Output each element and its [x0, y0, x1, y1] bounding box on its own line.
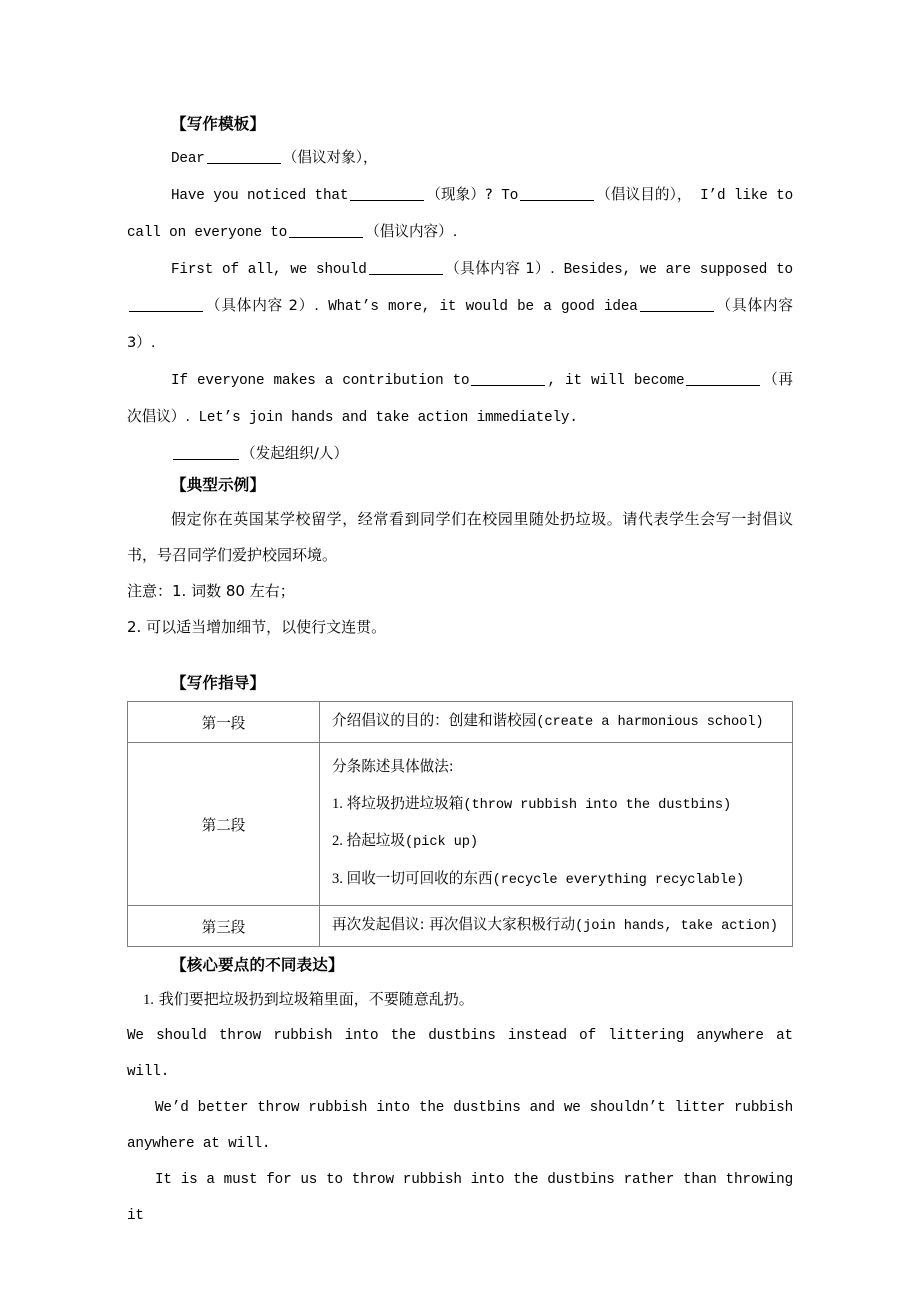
table-cell-paragraph-content: [320, 906, 793, 947]
p1-note-1: （现象）?: [426, 186, 493, 204]
table-row: [128, 906, 793, 947]
section-heading-key-expressions: 【核心要点的不同表达】: [171, 956, 344, 975]
table-cell-paragraph-label: 第三段: [128, 906, 320, 947]
guide-line-en: (pick up): [405, 835, 479, 851]
p1-note-3: （倡议内容）.: [365, 223, 458, 241]
guide-line-cn: 回收一切可回收的东西: [346, 869, 493, 887]
p2-segment-b: Besides, we are supposed to: [563, 262, 793, 279]
guide-line-en: (recycle everything recyclable): [492, 872, 745, 888]
guide-list-item: [332, 823, 792, 861]
section-heading-writing-template: 【写作模板】: [171, 115, 266, 133]
guide-line: [332, 906, 792, 946]
guide-line-cn: 拾起垃圾: [346, 832, 405, 850]
blank-line: [289, 237, 363, 238]
guide-list-item: [332, 786, 792, 824]
list-item-number: 2.: [332, 833, 343, 850]
expression-item-1: [127, 981, 793, 1018]
guide-line-en: (create a harmonious school): [536, 715, 764, 731]
expression-sentence-3: It is a must for us to throw rubbish into the dustbins rather than throwing it: [127, 1172, 793, 1225]
section-heading-typical-example: 【典型示例】: [171, 476, 266, 495]
table-row: [128, 743, 793, 906]
p2-note-2: （具体内容 2）.: [205, 297, 319, 315]
example-note-line-2: 2. 可以适当增加细节，以使行文连贯。: [127, 618, 387, 637]
salutation-note: （倡议对象），: [282, 149, 378, 167]
blank-line: [471, 385, 545, 386]
template-paragraph-2: [127, 251, 793, 362]
example-prompt: 假定你在英国某学校留学，经常看到同学们在校园里随处扔垃圾。请代表学生会写一封倡议书，号召同学们爱护校园环境。: [127, 510, 793, 565]
p2-note-3: （具体内容 3）.: [127, 297, 793, 352]
p2-segment-a: First of all, we should: [171, 262, 367, 279]
table-cell-paragraph-label: 第二段: [128, 743, 320, 906]
blank-line: [207, 163, 281, 164]
section-heading-writing-guide: 【写作指导】: [171, 674, 266, 693]
template-paragraph-3: [127, 362, 793, 436]
blank-line: [129, 311, 203, 312]
guide-line-cn: 介绍倡议的目的：创建和谐校园: [332, 712, 537, 730]
p1-segment-c: I’d like to call on everyone to: [127, 188, 794, 242]
list-item-number: 1.: [332, 795, 343, 812]
p1-note-2: （倡议目的），: [596, 186, 692, 204]
expression-item-1-text: 我们要把垃圾扔到垃圾箱里面，不要随意乱扔。: [158, 990, 474, 1009]
template-salutation: [127, 140, 793, 177]
guide-list-item: [332, 861, 792, 899]
blank-line: [350, 200, 424, 201]
p2-segment-c: What’s more, it would be a good idea: [328, 299, 638, 316]
expression-sentence-2: We’d better throw rubbish into the dustbins and we shouldn’t litter rubbish anywhere at will.: [127, 1100, 793, 1153]
expression-sentence-1: We should throw rubbish into the dustbins instead of littering anywhere at will.: [127, 1028, 793, 1081]
list-item-number: 1.: [143, 992, 154, 1009]
blank-line: [520, 200, 594, 201]
p3-segment-a: If everyone makes a contribution to: [171, 373, 470, 390]
guide-line-cn: 将垃圾扔进垃圾箱: [346, 794, 464, 812]
p3-segment-b: , it will become: [547, 373, 685, 390]
p3-note-1: （再次倡议）.: [127, 371, 793, 426]
salutation-prefix: Dear: [171, 151, 205, 168]
table-cell-paragraph-content: [320, 743, 793, 906]
p1-segment-b: To: [501, 188, 519, 205]
table-cell-paragraph-label: 第一段: [128, 702, 320, 743]
p1-segment-a: Have you noticed that: [171, 188, 349, 205]
writing-guide-table: [127, 701, 793, 947]
guide-line-cn: 再次发起倡议: 再次倡议大家积极行动: [332, 916, 576, 934]
example-note-line-1: 注意：1. 词数 80 左右；: [127, 582, 295, 601]
blank-line: [173, 459, 239, 460]
template-paragraph-1: [127, 177, 793, 251]
blank-line: [686, 385, 760, 386]
guide-line-cn: 分条陈述具体做法:: [332, 758, 454, 776]
signature-note: （发起组织/人）: [241, 445, 349, 463]
guide-line: [332, 749, 792, 786]
p3-segment-c: Let’s join hands and take action immediately.: [198, 410, 578, 427]
guide-line-en: (join hands, take action): [575, 919, 778, 935]
blank-line: [369, 274, 443, 275]
list-item-number: 3.: [332, 870, 343, 887]
table-cell-paragraph-content: [320, 702, 793, 743]
guide-line: [332, 702, 792, 742]
p2-note-1: （具体内容 1）.: [444, 260, 555, 278]
blank-line: [640, 311, 714, 312]
guide-line-en: (throw rubbish into the dustbins): [463, 797, 732, 813]
template-signature-line: [127, 436, 793, 473]
page-content: [127, 112, 793, 1234]
table-row: [128, 702, 793, 743]
